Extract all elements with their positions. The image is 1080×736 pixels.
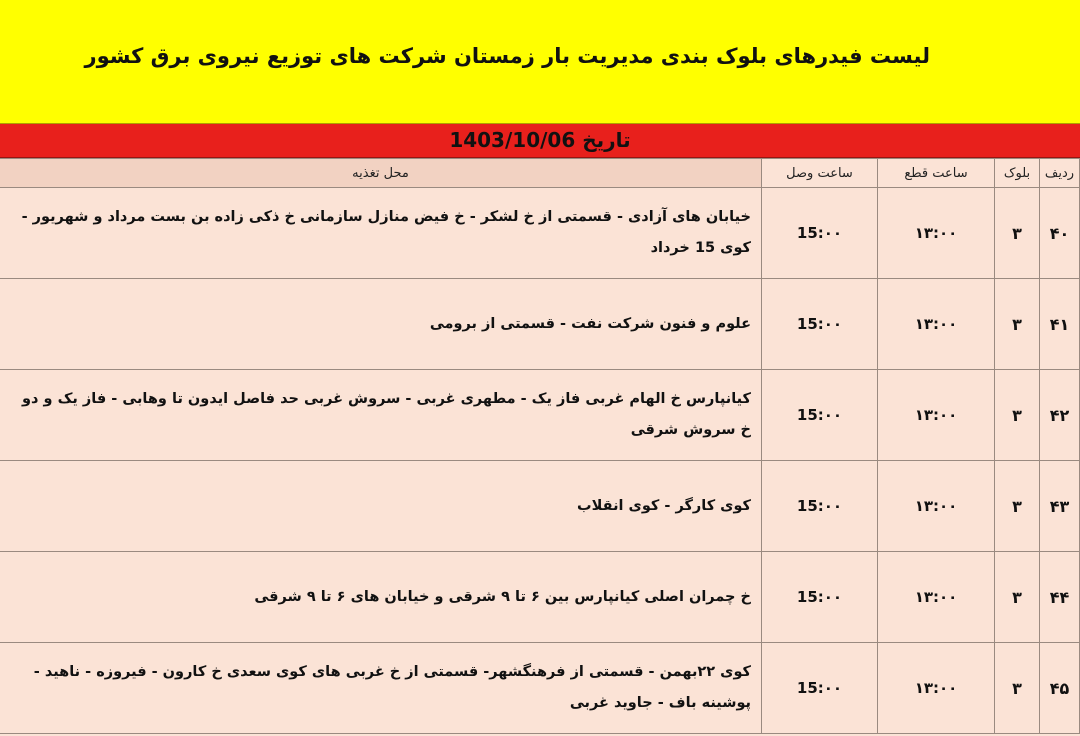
cell-location: کوی کارگر - کوی انقلاب: [0, 461, 762, 552]
date-label: تاریخ: [582, 128, 631, 152]
cell-location: کوی ۲۲بهمن - قسمتی از فرهنگشهر- قسمتی از خ غربی های کوی سعدی خ کارون - فیروزه - ناهید - پوشینه باف - جاوید غربی: [0, 643, 762, 734]
feeder-table: [0, 158, 1080, 734]
cell-block: ۳: [995, 643, 1040, 734]
cell-row-no: ۴۲: [1040, 370, 1080, 461]
table-row: [0, 370, 1080, 461]
date-text: [449, 128, 630, 152]
cell-block: ۳: [995, 370, 1040, 461]
cell-location: علوم و فنون شرکت نفت - قسمتی از برومی: [0, 279, 762, 370]
table-row: [0, 461, 1080, 552]
page-title: لیست فیدرهای بلوک بندی مدیریت بار زمستان شرکت های توزیع نیروی برق کشور: [84, 44, 930, 68]
cell-cut-time: ۱۳:۰۰: [878, 188, 995, 279]
col-header-cut-time: ساعت قطع: [878, 159, 995, 188]
cell-cut-time: ۱۳:۰۰: [878, 279, 995, 370]
cell-row-no: ۴۳: [1040, 461, 1080, 552]
cell-block: ۳: [995, 188, 1040, 279]
col-header-block: بلوک: [995, 159, 1040, 188]
cell-connect-time: 15:۰۰: [762, 279, 878, 370]
table-row: [0, 643, 1080, 734]
cell-block: ۳: [995, 461, 1040, 552]
col-header-row-no: ردیف: [1040, 159, 1080, 188]
cell-cut-time: ۱۳:۰۰: [878, 461, 995, 552]
cell-cut-time: ۱۳:۰۰: [878, 643, 995, 734]
cell-connect-time: 15:۰۰: [762, 461, 878, 552]
cell-block: ۳: [995, 552, 1040, 643]
cell-row-no: ۴۵: [1040, 643, 1080, 734]
cell-connect-time: 15:۰۰: [762, 370, 878, 461]
cell-cut-time: ۱۳:۰۰: [878, 370, 995, 461]
col-header-location: محل تغذیه: [0, 159, 762, 188]
date-bar: [0, 124, 1080, 158]
feeder-table-wrap: [0, 158, 1080, 736]
table-row: [0, 279, 1080, 370]
cell-row-no: ۴۰: [1040, 188, 1080, 279]
cell-location: خ چمران اصلی کیانپارس بین ۶ تا ۹ شرقی و خیابان های ۶ تا ۹ شرقی: [0, 552, 762, 643]
cell-block: ۳: [995, 279, 1040, 370]
cell-connect-time: 15:۰۰: [762, 552, 878, 643]
table-row: [0, 188, 1080, 279]
table-row: [0, 552, 1080, 643]
col-header-connect-time: ساعت وصل: [762, 159, 878, 188]
cell-row-no: ۴۱: [1040, 279, 1080, 370]
date-value: 1403/10/06: [449, 128, 576, 152]
table-header-row: [0, 159, 1080, 188]
cell-connect-time: 15:۰۰: [762, 643, 878, 734]
cell-cut-time: ۱۳:۰۰: [878, 552, 995, 643]
cell-connect-time: 15:۰۰: [762, 188, 878, 279]
title-bar: [0, 0, 1080, 124]
cell-location: کیانپارس خ الهام غربی فاز یک - مطهری غربی - سروش غربی حد فاصل ایدون تا وهابی - فاز یک و دو خ سروش شرقی: [0, 370, 762, 461]
cell-location: خیابان های آزادی - قسمتی از خ لشکر - خ فیض منازل سازمانی خ ذکی زاده بن بست مرداد و شهریور - کوی 15 خرداد: [0, 188, 762, 279]
cell-row-no: ۴۴: [1040, 552, 1080, 643]
